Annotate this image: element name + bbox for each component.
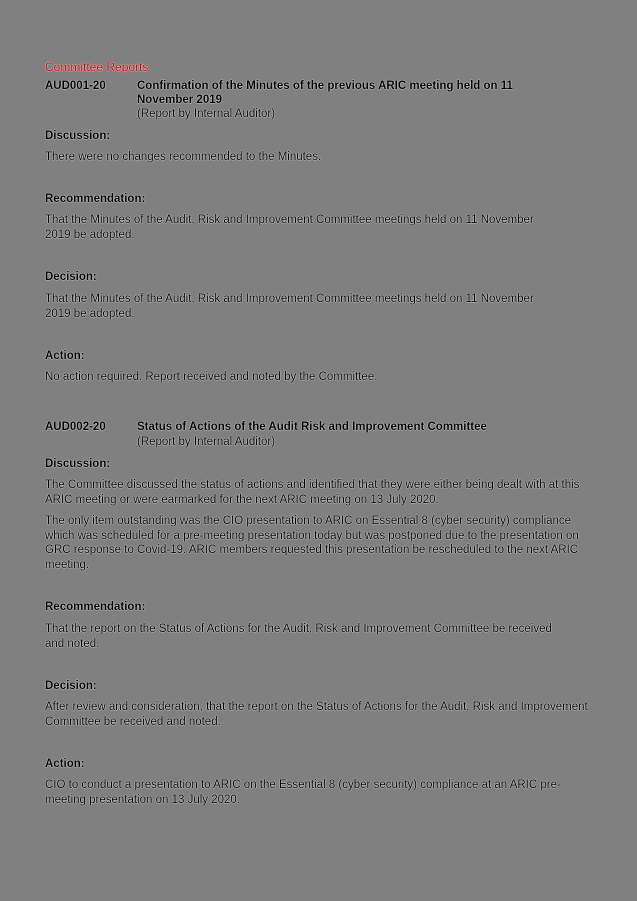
- action-text: CIO to conduct a presentation to ARIC on the Essential 8 (cyber security) compliance at an ARIC pre-meeting presentation on 13 July 2020.: [45, 779, 561, 806]
- action-label: Action:: [45, 350, 85, 362]
- discussion-label: Discussion:: [45, 130, 111, 142]
- discussion-label: Discussion:: [45, 458, 111, 470]
- section-heading: Committee Reports: [45, 60, 149, 74]
- item-code: AUD002-20: [45, 421, 106, 433]
- recommendation-text: That the Minutes of the Audit, Risk and Improvement Committee meetings held on 11 November 2019 be adopted.: [45, 214, 534, 241]
- recommendation-label: Recommendation:: [45, 193, 146, 205]
- recommendation-label: Recommendation:: [45, 601, 146, 613]
- recommendation-text: That the report on the Status of Actions for the Audit, Risk and Improvement Committee be received and noted.: [45, 623, 552, 650]
- item-title: Status of Actions of the Audit Risk and Improvement Committee: [137, 421, 487, 433]
- decision-text: That the Minutes of the Audit, Risk and Improvement Committee meetings held on 11 November 2019 be adopted.: [45, 293, 534, 320]
- item-code: AUD001-20: [45, 80, 106, 92]
- discussion-text: There were no changes recommended to the Minutes.: [45, 151, 322, 163]
- item-byline: (Report by Internal Auditor): [137, 108, 276, 120]
- discussion-text: The only item outstanding was the CIO presentation to ARIC on Essential 8 (cyber security) compliance which was scheduled for a pre-meeting presentation today but was postponed due to the presentation on GRC response to Covid-19. ARIC members requested this presentation be rescheduled to the next ARIC meeting.: [45, 515, 579, 571]
- decision-label: Decision:: [45, 271, 97, 283]
- item-byline: (Report by Internal Auditor): [137, 436, 276, 448]
- decision-label: Decision:: [45, 680, 97, 692]
- discussion-text: The Committee discussed the status of actions and identified that they were either being dealt with at this ARIC meeting or were earmarked for the next ARIC meeting on 13 July 2020.: [45, 479, 580, 506]
- action-label: Action:: [45, 758, 85, 770]
- item-title-cont: November 2019: [137, 94, 223, 106]
- decision-text: After review and consideration, that the report on the Status of Actions for the Audit, Risk and Improvement Committee be received and noted.: [45, 701, 588, 728]
- action-text: No action required. Report received and noted by the Committee.: [45, 371, 378, 383]
- item-title: Confirmation of the Minutes of the previous ARIC meeting held on 11: [137, 80, 513, 92]
